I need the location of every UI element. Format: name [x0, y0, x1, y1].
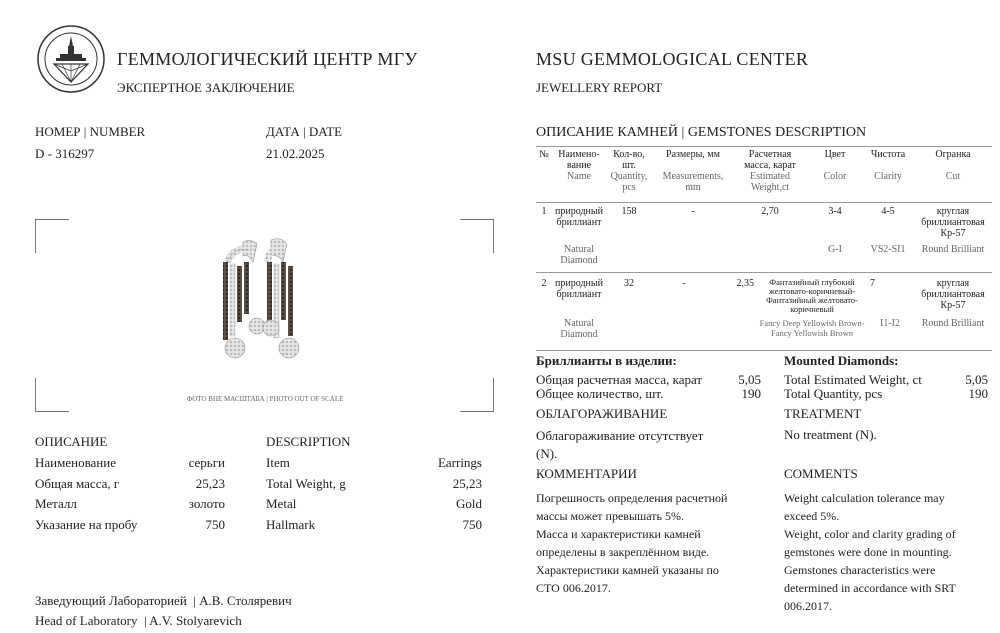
description-ru-row: Наименование серьги — [35, 455, 225, 470]
gemstones-table — [536, 149, 994, 193]
signature-en: Head of Laboratory | A.V. Stolyarevich — [35, 613, 242, 628]
description-ru-row: Металл золото — [35, 496, 225, 511]
msu-logo — [36, 24, 106, 94]
signature-ru: Заведующий Лабораторией | А.В. Столяревич — [35, 593, 292, 608]
treatment-en-text: No treatment (N). — [784, 427, 877, 442]
description-ru-row: Указание на пробу 750 — [35, 516, 225, 532]
ru-report-subtitle: ЭКСПЕРТНОЕ ЗАКЛЮЧЕНИЕ — [117, 80, 295, 95]
comments-en-heading: COMMENTS — [784, 466, 858, 481]
gemstone-row-1: 1 природный бриллиант 158 - 2,70 3-4 4-5 круглая бриллиантовая Кр-57 Natural Diamond G-I VS2-SI1 Round Brilliant — [541, 206, 985, 266]
date-label: ДАТА | DATE — [266, 124, 343, 139]
treatment-en-heading: TREATMENT — [784, 406, 862, 421]
earrings-image — [205, 232, 315, 372]
mounted-en-heading: Mounted Diamonds: — [784, 353, 899, 368]
description-en-row: Total Weight, g 25,23 — [266, 475, 482, 491]
description-ru-table — [35, 453, 225, 535]
photo-caption: ФОТО ВНЕ МАСШТАБА | PHOTO OUT OF SCALE — [186, 395, 344, 403]
mounted-ru-table: Общая расчетная масса, карат 5,05 Общее количество, шт. 190 — [536, 372, 761, 401]
description-ru-heading: ОПИСАНИЕ — [35, 434, 108, 449]
en-report-subtitle: JEWELLERY REPORT — [536, 80, 663, 95]
gemstones-heading: ОПИСАНИЕ КАМНЕЙ | GEMSTONES DESCRIPTION — [536, 125, 867, 140]
date-value: 21.02.2025 — [266, 146, 325, 161]
treatment-ru-text: Облагораживание отсутствует (N). — [536, 428, 704, 461]
msu-seal-icon — [36, 24, 106, 94]
en-center-title: MSU GEMMOLOGICAL CENTER — [536, 49, 809, 69]
description-en-heading: DESCRIPTION — [266, 434, 351, 449]
treatment-ru-heading: ОБЛАГОРАЖИВАНИЕ — [536, 406, 668, 421]
description-ru-row: Общая масса, г 25,23 — [35, 475, 225, 491]
description-en-row: Metal Gold — [266, 496, 482, 511]
comments-ru-text: Погрешность определения расчетной массы может превышать 5%. Масса и характеристики камней определены в закреплённом виде. Характеристики камней указаны по СТО 006.2017. — [536, 491, 728, 595]
comments-en-text: Weight calculation tolerance may exceed 5%. Weight, color and clarity grading of gemstones were done in mounting. Gemstones characteristics were determined in accordance with SRT 006.2017. — [784, 491, 956, 613]
gemstone-row-2: 2 природный бриллиант 32 - 2,35 Фантазийный глубокий желтовато-коричневый-Фантазийный желтовато-коричневый 7 круглая бриллиантовая Кр-57 Natural Diamond Fancy Deep Yellowish Brown-Fancy Yellowish Brown I1-I2 Round Brilliant — [541, 277, 985, 340]
description-en-row: Item Earrings — [266, 455, 482, 470]
mounted-ru-heading: Бриллианты в изделии: — [536, 353, 677, 368]
comments-ru-heading: КОММЕНТАРИИ — [536, 466, 637, 481]
number-value: D - 316297 — [35, 146, 95, 161]
gemstones-header-ru: № Наимено-вание Кол-во, шт. Размеры, мм Расчетная масса, карат Цвет Чистота Огранка — [539, 149, 971, 171]
number-label: НОМЕР | NUMBER — [35, 124, 146, 139]
description-en-table — [266, 453, 482, 535]
gemstones-header-en: Name Quantity, pcs Measurements, mm Estimated Weight,ct Color Clarity Cut — [567, 171, 961, 193]
ru-center-title: ГЕММОЛОГИЧЕСКИЙ ЦЕНТР МГУ — [117, 49, 418, 69]
description-en-row: Hallmark 750 — [266, 516, 482, 532]
mounted-en-table: Total Estimated Weight, ct 5,05 Total Quantity, pcs 190 — [784, 372, 988, 401]
earrings-photo — [205, 232, 315, 372]
